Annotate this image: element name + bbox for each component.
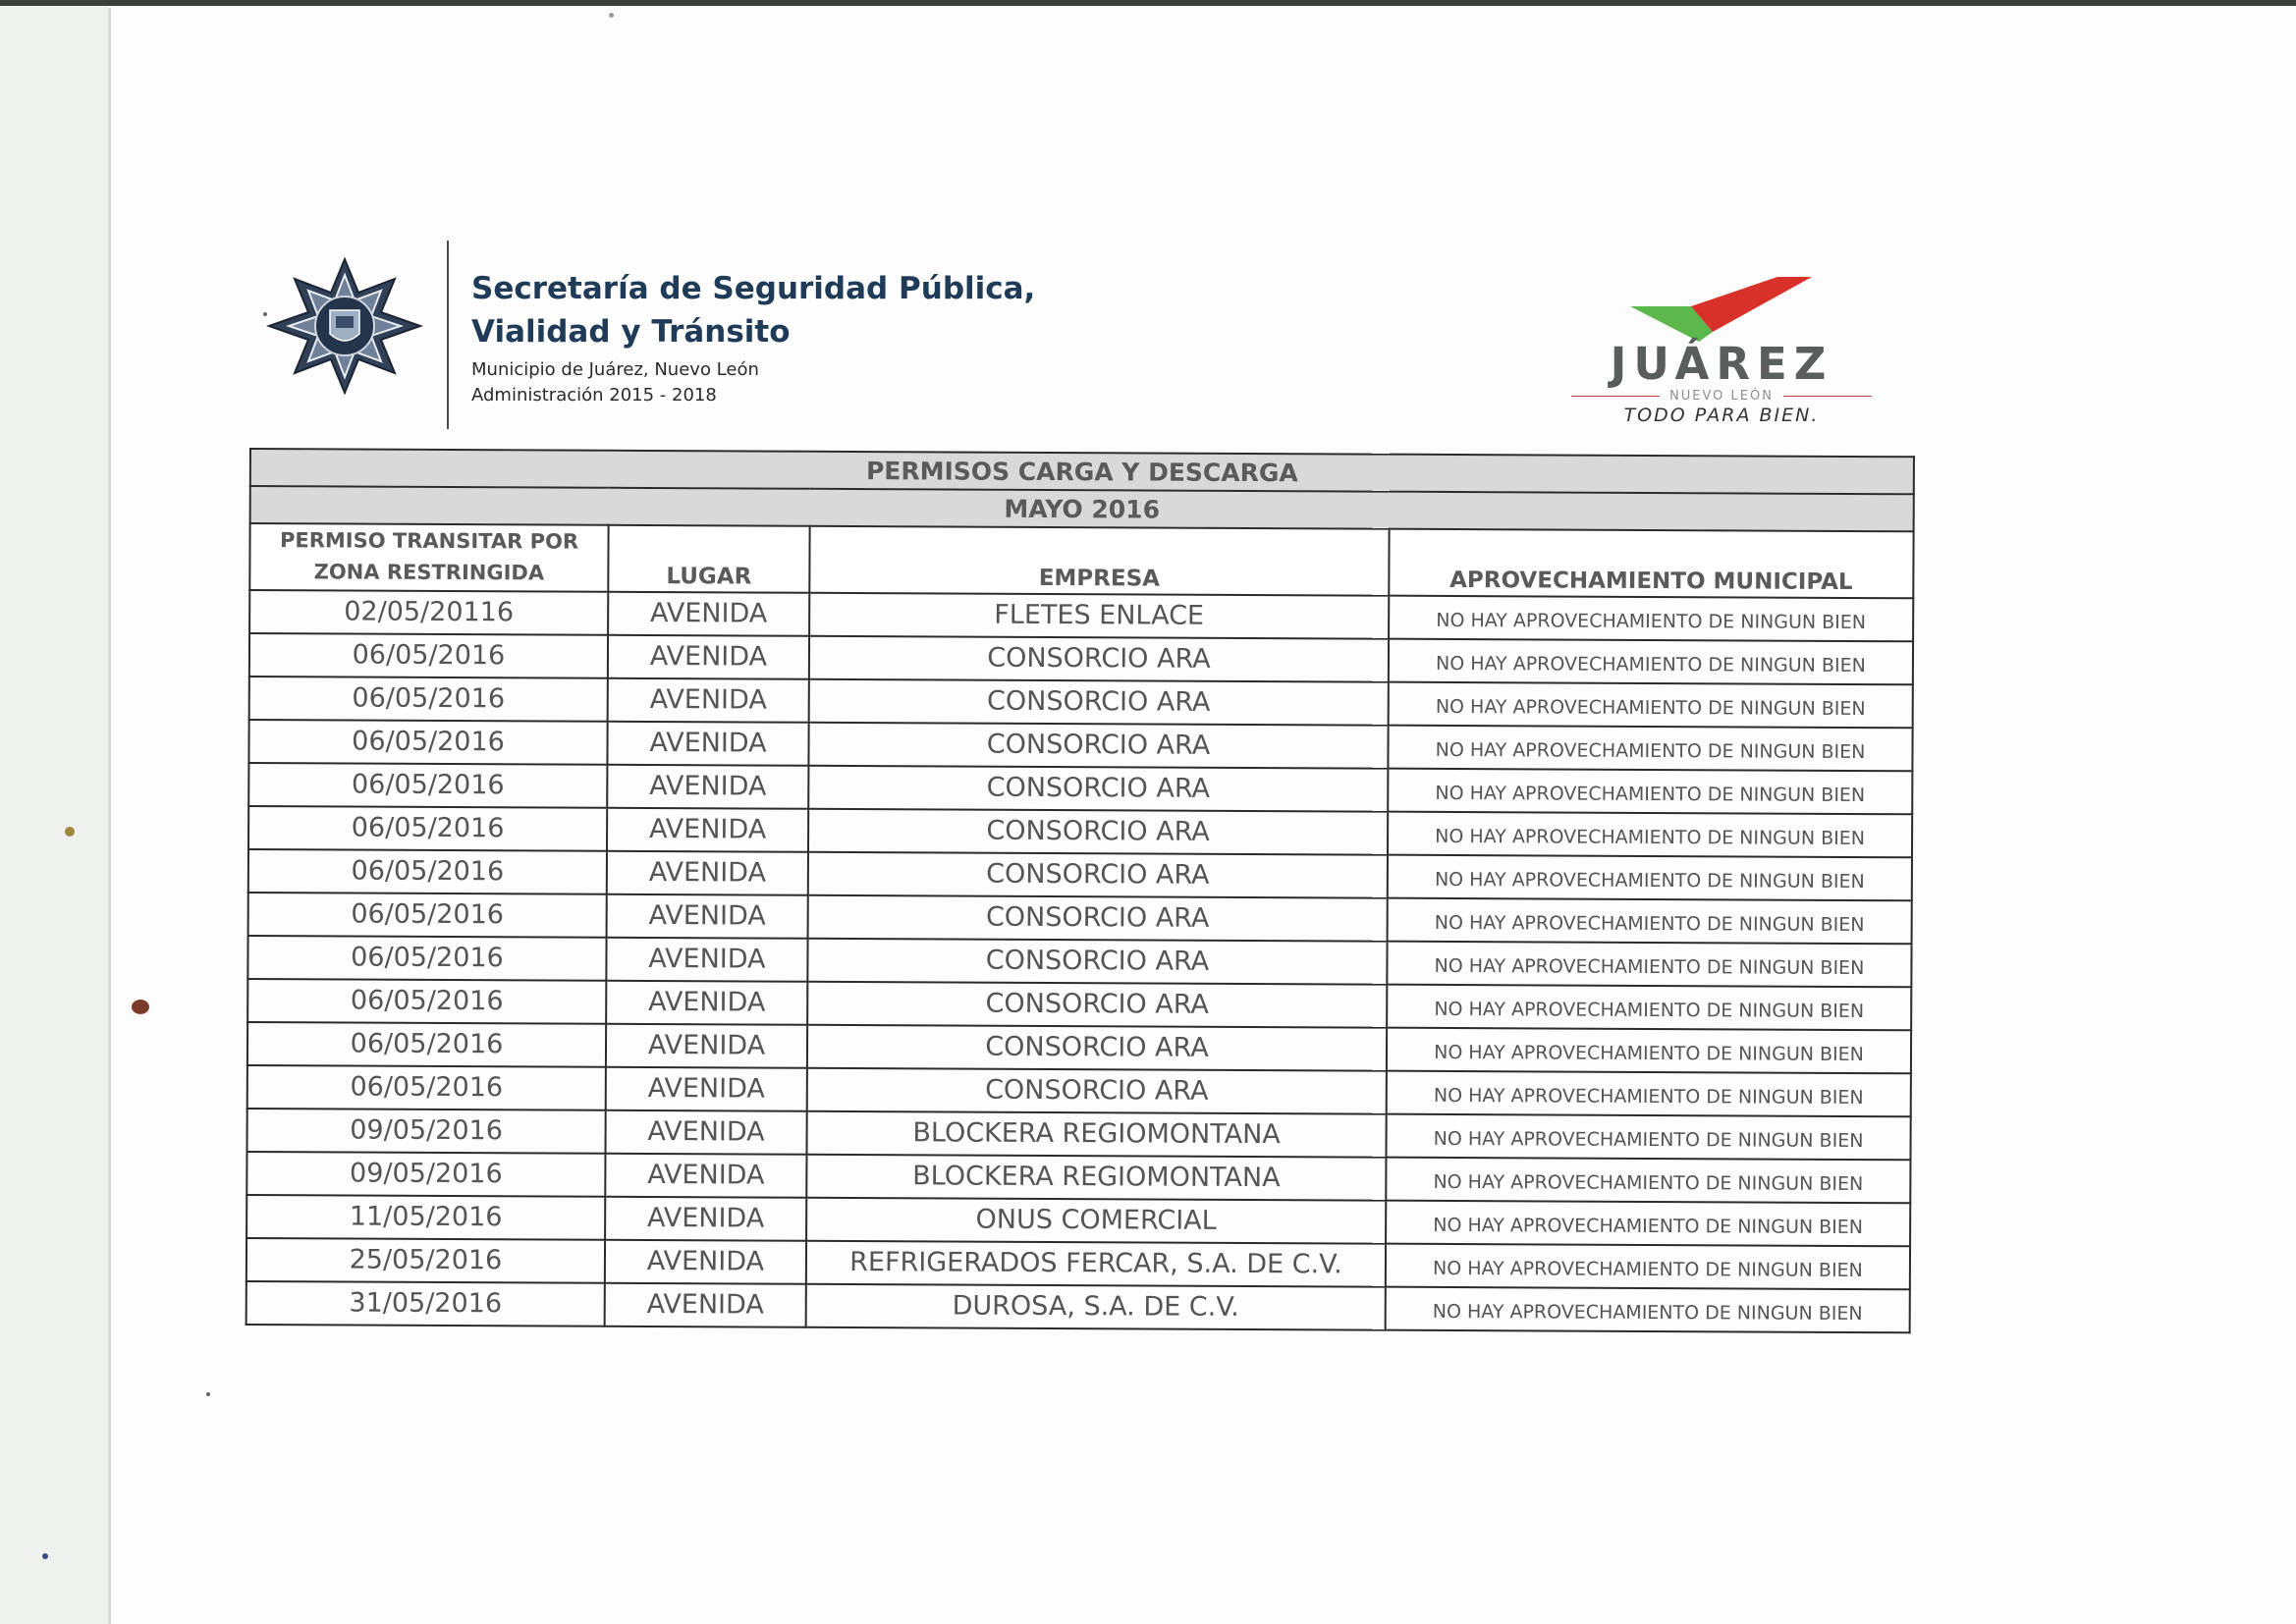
permit-date-cell: 06/05/2016 [249, 633, 608, 678]
scan-speck [65, 827, 75, 837]
column-header-permit: PERMISO TRANSITAR POR ZONA RESTRINGIDA [249, 523, 608, 592]
use-cell: NO HAY APROVECHAMIENTO DE NINGUN BIEN [1388, 898, 1912, 945]
table-row [246, 1281, 1910, 1332]
place-cell: AVENIDA [606, 938, 807, 982]
agency-title: Secretaría de Seguridad Pública, Vialidad y Tránsito [471, 271, 1036, 350]
company-cell: CONSORCIO ARA [807, 982, 1387, 1028]
company-cell: CONSORCIO ARA [808, 852, 1388, 898]
use-cell: NO HAY APROVECHAMIENTO DE NINGUN BIEN [1388, 726, 1912, 772]
place-cell: AVENIDA [605, 1110, 806, 1155]
table-period: MAYO 2016 [250, 486, 1914, 531]
permit-date-cell: 06/05/2016 [249, 677, 608, 722]
company-cell: BLOCKERA REGIOMONTANA [806, 1155, 1386, 1201]
company-cell: BLOCKERA REGIOMONTANA [806, 1111, 1386, 1158]
use-cell: NO HAY APROVECHAMIENTO DE NINGUN BIEN [1387, 1028, 1911, 1074]
company-cell: CONSORCIO ARA [808, 766, 1388, 812]
company-cell: CONSORCIO ARA [807, 939, 1387, 985]
permit-date-cell: 25/05/2016 [246, 1238, 605, 1283]
place-cell: AVENIDA [607, 851, 808, 895]
permit-date-cell: 06/05/2016 [248, 849, 607, 894]
use-cell: NO HAY APROVECHAMIENTO DE NINGUN BIEN [1386, 1201, 1910, 1247]
permit-date-cell: 11/05/2016 [246, 1195, 605, 1240]
place-cell: AVENIDA [605, 1197, 806, 1241]
permits-table [246, 448, 1915, 1333]
permit-date-cell: 06/05/2016 [248, 720, 607, 765]
company-cell: ONUS COMERCIAL [806, 1198, 1386, 1244]
place-cell: AVENIDA [606, 1024, 807, 1068]
place-cell: AVENIDA [607, 722, 808, 766]
use-cell: NO HAY APROVECHAMIENTO DE NINGUN BIEN [1389, 682, 1913, 729]
company-cell: CONSORCIO ARA [807, 1068, 1387, 1114]
use-cell: NO HAY APROVECHAMIENTO DE NINGUN BIEN [1387, 942, 1911, 988]
table-title: PERMISOS CARGA Y DESCARGA [250, 449, 1914, 494]
logo-rule-left [1571, 396, 1660, 397]
use-cell: NO HAY APROVECHAMIENTO DE NINGUN BIEN [1389, 596, 1913, 642]
place-cell: AVENIDA [608, 635, 809, 679]
column-header-company: EMPRESA [809, 526, 1389, 596]
permit-date-cell: 06/05/2016 [248, 893, 607, 938]
place-cell: AVENIDA [608, 592, 809, 636]
permit-date-cell: 02/05/20116 [249, 590, 608, 635]
permit-date-cell: 06/05/2016 [247, 979, 606, 1024]
permit-date-cell: 06/05/2016 [248, 763, 607, 808]
scan-speck [132, 1000, 149, 1014]
use-cell: NO HAY APROVECHAMIENTO DE NINGUN BIEN [1386, 1114, 1910, 1161]
use-cell: NO HAY APROVECHAMIENTO DE NINGUN BIEN [1388, 812, 1912, 858]
place-cell: AVENIDA [606, 981, 807, 1025]
company-cell: CONSORCIO ARA [807, 1025, 1387, 1071]
scan-left-margin [0, 0, 108, 1624]
use-cell: NO HAY APROVECHAMIENTO DE NINGUN BIEN [1386, 1158, 1910, 1204]
logo-region: NUEVO LEÓN [1669, 388, 1774, 404]
place-cell: AVENIDA [607, 808, 808, 852]
column-header-use: APROVECHAMIENTO MUNICIPAL [1389, 529, 1913, 599]
logo-tagline: TODO PARA BIEN. [1623, 405, 1820, 426]
scan-speck [42, 1553, 48, 1559]
use-cell: NO HAY APROVECHAMIENTO DE NINGUN BIEN [1386, 1287, 1910, 1333]
municipality-text: Municipio de Juárez, Nuevo León [471, 359, 759, 380]
permit-date-cell: 06/05/2016 [247, 1022, 606, 1067]
use-cell: NO HAY APROVECHAMIENTO DE NINGUN BIEN [1387, 985, 1911, 1031]
place-cell: AVENIDA [605, 1154, 806, 1198]
police-star-seal-icon [255, 257, 434, 395]
company-cell: REFRIGERADOS FERCAR, S.A. DE C.V. [806, 1241, 1386, 1287]
company-cell: FLETES ENLACE [809, 593, 1389, 639]
header-divider [447, 241, 449, 429]
company-cell: CONSORCIO ARA [808, 895, 1388, 942]
scan-speck [609, 13, 614, 18]
permit-date-cell: 06/05/2016 [247, 1065, 606, 1110]
company-cell: DUROSA, S.A. DE C.V. [806, 1284, 1386, 1330]
place-cell: AVENIDA [605, 1283, 806, 1327]
permit-date-cell: 31/05/2016 [246, 1281, 605, 1326]
use-cell: NO HAY APROVECHAMIENTO DE NINGUN BIEN [1389, 639, 1913, 685]
place-cell: AVENIDA [606, 1067, 807, 1111]
permit-date-cell: 06/05/2016 [247, 936, 606, 981]
logo-rule-right [1783, 396, 1872, 397]
logo-region-line [1571, 387, 1872, 405]
company-cell: CONSORCIO ARA [809, 636, 1389, 682]
company-cell: CONSORCIO ARA [808, 723, 1388, 769]
use-cell: NO HAY APROVECHAMIENTO DE NINGUN BIEN [1388, 769, 1912, 815]
use-cell: NO HAY APROVECHAMIENTO DE NINGUN BIEN [1386, 1244, 1910, 1290]
permit-date-cell: 09/05/2016 [246, 1152, 605, 1197]
administration-text: Administración 2015 - 2018 [471, 385, 717, 406]
scan-speck [206, 1392, 210, 1396]
place-cell: AVENIDA [605, 1240, 806, 1284]
juarez-chevron-logo-icon [1630, 275, 1812, 344]
company-cell: CONSORCIO ARA [808, 809, 1388, 855]
place-cell: AVENIDA [607, 765, 808, 809]
table-header-row [249, 523, 1913, 598]
place-cell: AVENIDA [608, 678, 809, 723]
place-cell: AVENIDA [607, 894, 808, 939]
company-cell: CONSORCIO ARA [809, 679, 1389, 726]
permit-date-cell: 09/05/2016 [246, 1109, 605, 1154]
logo-wordmark: JUÁREZ [1610, 338, 1833, 390]
column-header-place: LUGAR [608, 525, 809, 593]
permit-date-cell: 06/05/2016 [248, 806, 607, 851]
use-cell: NO HAY APROVECHAMIENTO DE NINGUN BIEN [1387, 1071, 1911, 1117]
use-cell: NO HAY APROVECHAMIENTO DE NINGUN BIEN [1388, 855, 1912, 901]
